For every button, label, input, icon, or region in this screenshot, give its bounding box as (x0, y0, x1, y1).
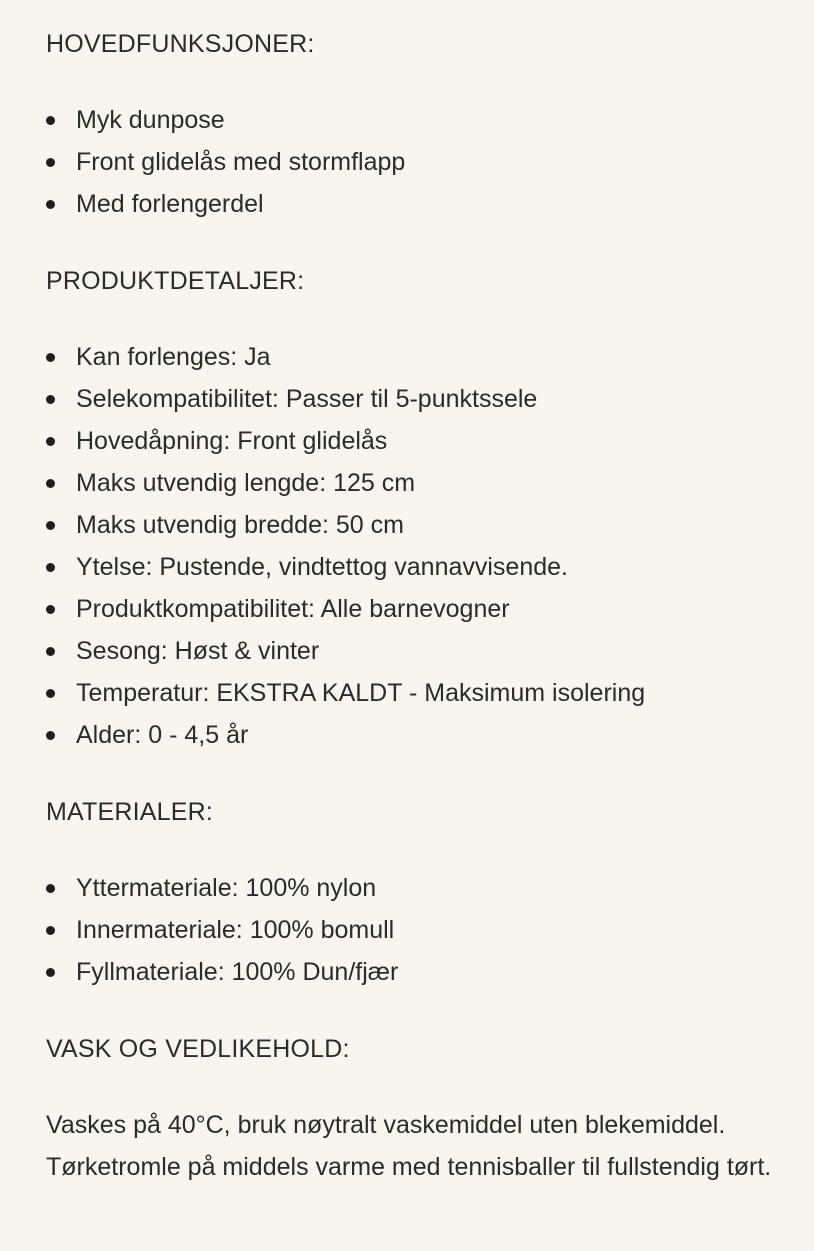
list-item (46, 99, 786, 141)
list-item (46, 378, 786, 420)
list-item (46, 951, 786, 993)
section-heading-produktdetaljer: PRODUKTDETALJER: (46, 267, 305, 295)
product-details-list (46, 336, 786, 756)
bullet-icon (46, 689, 55, 698)
list-item-text: Myk dunpose (76, 106, 225, 134)
list-item-text: Kan forlenges: Ja (76, 343, 271, 371)
bullet-icon (46, 437, 55, 446)
list-item-text: Med forlengerdel (76, 190, 264, 218)
bullet-icon (46, 395, 55, 404)
list-item (46, 420, 786, 462)
bullet-icon (46, 926, 55, 935)
list-item-text: Front glidelås med stormflapp (76, 148, 406, 176)
list-item (46, 909, 786, 951)
list-item-text: Temperatur: EKSTRA KALDT - Maksimum isolering (76, 679, 646, 707)
list-item-text: Innermateriale: 100% bomull (76, 916, 395, 944)
list-item (46, 630, 786, 672)
bullet-icon (46, 968, 55, 977)
bullet-icon (46, 731, 55, 740)
list-item (46, 867, 786, 909)
bullet-icon (46, 479, 55, 488)
features-list (46, 99, 786, 225)
bullet-icon (46, 563, 55, 572)
list-item (46, 141, 786, 183)
section-heading-hovedfunksjoner: HOVEDFUNKSJONER: (46, 30, 315, 58)
list-item-text: Selekompatibilitet: Passer til 5-punktssele (76, 385, 538, 413)
list-item (46, 504, 786, 546)
care-instructions-text: Vaskes på 40°C, bruk nøytralt vaskemiddel uten blekemiddel. Tørketromle på middels varme med tennisballer til fullstendig tørt. (46, 1111, 772, 1181)
list-item-text: Maks utvendig lengde: 125 cm (76, 469, 416, 497)
list-item (46, 336, 786, 378)
bullet-icon (46, 200, 55, 209)
list-item-text: Alder: 0 - 4,5 år (76, 721, 249, 749)
list-item-text: Fyllmateriale: 100% Dun/fjær (76, 958, 399, 986)
list-item (46, 714, 786, 756)
list-item-text: Produktkompatibilitet: Alle barnevogner (76, 595, 510, 623)
materials-list (46, 867, 786, 993)
list-item-text: Hovedåpning: Front glidelås (76, 427, 388, 455)
bullet-icon (46, 521, 55, 530)
bullet-icon (46, 158, 55, 167)
section-heading-materialer: MATERIALER: (46, 798, 214, 826)
list-item (46, 588, 786, 630)
bullet-icon (46, 605, 55, 614)
list-item (46, 462, 786, 504)
section-heading-vask-og-vedlikehold: VASK OG VEDLIKEHOLD: (46, 1035, 350, 1063)
list-item (46, 672, 786, 714)
bullet-icon (46, 647, 55, 656)
product-description (46, 23, 786, 1188)
list-item (46, 183, 786, 225)
list-item-text: Maks utvendig bredde: 50 cm (76, 511, 404, 539)
list-item-text: Yttermateriale: 100% nylon (76, 874, 377, 902)
list-item (46, 546, 786, 588)
list-item-text: Ytelse: Pustende, vindtettog vannavvisende. (76, 553, 568, 581)
bullet-icon (46, 884, 55, 893)
bullet-icon (46, 116, 55, 125)
list-item-text: Sesong: Høst & vinter (76, 637, 320, 665)
bullet-icon (46, 353, 55, 362)
